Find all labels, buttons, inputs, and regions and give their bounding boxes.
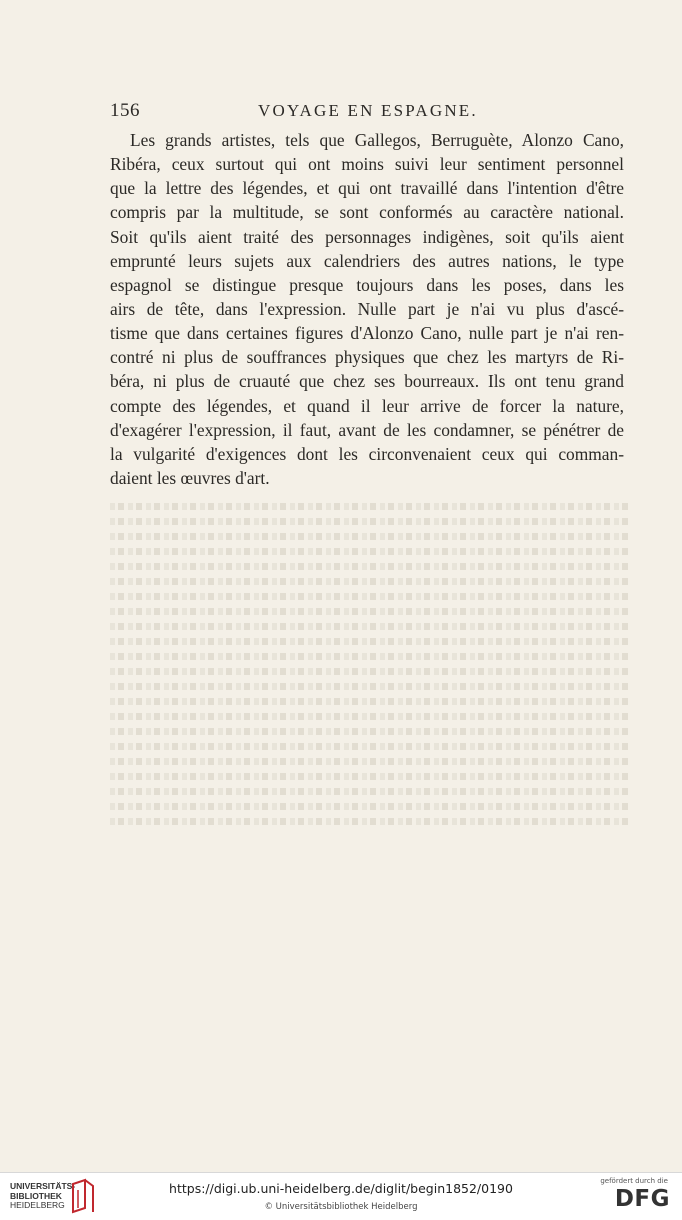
page-header [110, 100, 630, 126]
viewer-footer [0, 1172, 682, 1220]
text-line: contré ni plus de souffrances physiques que chez les martyrs de Ri- [110, 347, 624, 368]
copyright-notice: © Universitätsbibliothek Heidelberg [264, 1202, 418, 1212]
library-name-line: HEIDELBERG [10, 1200, 65, 1210]
text-line: que la lettre des légendes, et qui ont travaillé dans l'intention d'être [110, 178, 624, 199]
running-title: VOYAGE EN ESPAGNE. [258, 101, 478, 120]
dfg-logo[interactable]: DFG [614, 1186, 670, 1212]
page-number: 156 [110, 100, 140, 121]
text-line: d'exagérer l'expression, il faut, avant de les condamner, se pénétrer de [110, 419, 624, 440]
text-line: Les grands artistes, tels que Gallegos, Berruguète, Alonzo Cano, [130, 130, 624, 150]
text-line: emprunté leurs sujets aux calendriers des autres nations, le type [110, 250, 624, 271]
text-line: béra, ni plus de cruauté que chez ses bourreaux. Ils ont tenu grand [110, 371, 624, 392]
text-line: Ribéra, ceux surtout qui ont moins suivi leur sentiment personnel [110, 154, 624, 175]
funded-by-label: gefördert durch die [600, 1177, 668, 1185]
text-line: tisme que dans certaines figures d'Alonzo Cano, nulle part je n'ai ren- [110, 323, 624, 344]
text-line: Soit qu'ils aient traité des personnages indigènes, soit qu'ils aient [110, 226, 624, 247]
library-name-line: UNIVERSITÄTS- [10, 1181, 76, 1191]
text-line: la vulgarité d'exigences dont les circonvenaient ceux qui comman- [110, 443, 624, 464]
text-line: compte des légendes, et quand il leur arrive de forcer la nature, [110, 395, 624, 416]
text-line: compris par la multitude, se sont conformés au caractère national. [110, 202, 624, 223]
bleed-through-shadow [108, 495, 628, 1010]
text-line: espagnol se distingue presque toujours dans les poses, dans les [110, 274, 624, 295]
text-line: airs de tête, dans l'expression. Nulle part je n'ai vu plus d'ascé- [110, 298, 624, 319]
library-name-line: BIBLIOTHEK [10, 1190, 62, 1201]
text-line: daient les œuvres d'art. [110, 467, 270, 488]
document-url-link[interactable]: https://digi.ub.uni-heidelberg.de/diglit/begin1852/0190 [169, 1181, 513, 1196]
body-paragraph [110, 128, 624, 490]
